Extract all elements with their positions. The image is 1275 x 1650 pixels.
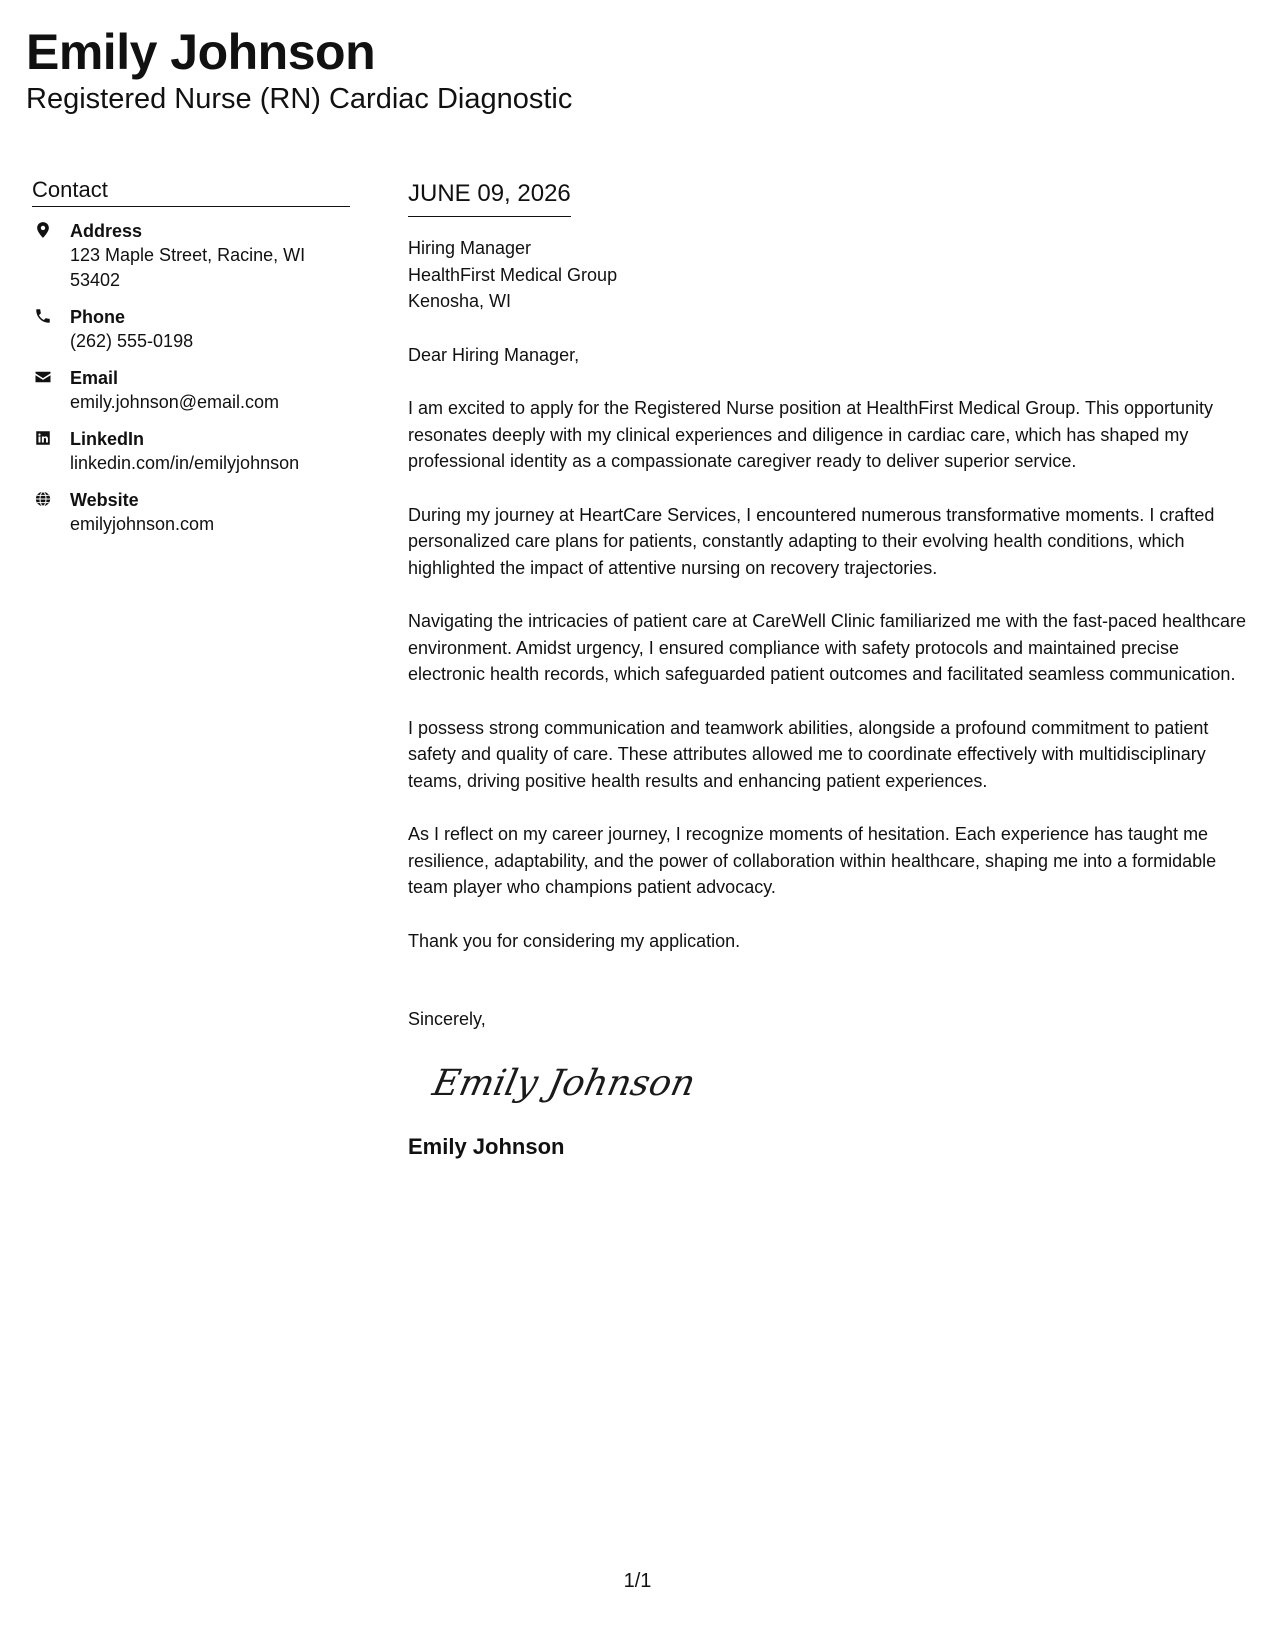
- applicant-name: Emily Johnson: [26, 24, 376, 80]
- map-pin-icon: [34, 221, 52, 239]
- closing: Sincerely,: [408, 1009, 486, 1029]
- contact-item-email: [32, 366, 350, 415]
- phone-icon: [34, 307, 52, 325]
- letter-date: JUNE 09, 2026: [408, 178, 571, 217]
- recipient-line: Hiring Manager: [408, 238, 532, 258]
- contact-item-address: [32, 219, 350, 293]
- contact-value: emilyjohnson.com: [70, 514, 215, 534]
- contact-label: LinkedIn: [70, 429, 145, 449]
- letter-body: [408, 178, 1252, 1161]
- contact-item-linkedin: [32, 427, 350, 476]
- recipient-block: [408, 235, 1252, 315]
- applicant-role: Registered Nurse (RN) Cardiac Diagnostic: [26, 83, 573, 115]
- contact-label: Address: [70, 221, 143, 241]
- salutation: Dear Hiring Manager,: [408, 344, 580, 365]
- recipient-line: Kenosha, WI: [408, 291, 512, 311]
- recipient-line: HealthFirst Medical Group: [408, 264, 618, 285]
- contact-value: linkedin.com/in/emilyjohnson: [70, 453, 300, 473]
- contact-label: Email: [70, 368, 119, 388]
- signature-image: [426, 1053, 700, 1113]
- page-number: 1/1: [623, 1570, 652, 1592]
- globe-icon: [34, 490, 52, 508]
- envelope-icon: [34, 368, 52, 386]
- signer-name: Emily Johnson: [408, 1133, 565, 1159]
- body-paragraph: As I reflect on my career journey, I recognize moments of hesitation. Each experience has taught me resilience, adaptability, and the power of collaboration within healthcare, shaping me into a formidable team player who champions patient advocacy.: [408, 824, 1217, 897]
- contact-item-website: [32, 488, 350, 537]
- contact-label: Phone: [70, 307, 126, 327]
- contact-value: emily.johnson@email.com: [70, 392, 280, 412]
- body-paragraph: During my journey at HeartCare Services, I encountered numerous transformative moments. I crafted personalized care plans for patients, constantly adapting to their evolving health conditions, which highlighted the impact of attentive nursing on recovery trajectories.: [408, 504, 1215, 578]
- contact-value: 123 Maple Street, Racine, WI 53402: [70, 245, 306, 290]
- linkedin-icon: [34, 429, 52, 447]
- contact-heading: Contact: [32, 176, 350, 207]
- signature-text: Emily Johnson: [429, 1060, 700, 1104]
- contact-item-phone: [32, 305, 350, 354]
- contact-label: Website: [70, 490, 139, 510]
- body-paragraph: I possess strong communication and teamwork abilities, alongside a profound commitment to patient safety and quality of care. These attributes allowed me to coordinate effectively with multidisciplinary teams, driving positive health results and enhancing patient experiences.: [408, 717, 1209, 791]
- contact-value: (262) 555-0198: [70, 331, 194, 351]
- body-paragraph: Navigating the intricacies of patient care at CareWell Clinic familiarized me with the fast-paced healthcare environment. Amidst urgency, I ensured compliance with safety protocols and maintained precise electronic health records, which safeguarded patient outcomes and facilitated seamless communication.: [408, 611, 1247, 684]
- contact-sidebar: [32, 176, 350, 537]
- letter-header: [26, 24, 572, 116]
- body-paragraph: I am excited to apply for the Registered Nurse position at HealthFirst Medical Group. This opportunity resonates deeply with my clinical experiences and diligence in cardiac care, which has shaped my professional identity as a compassionate caregiver ready to deliver superior service.: [408, 398, 1214, 471]
- body-paragraph: Thank you for considering my application.: [408, 930, 741, 951]
